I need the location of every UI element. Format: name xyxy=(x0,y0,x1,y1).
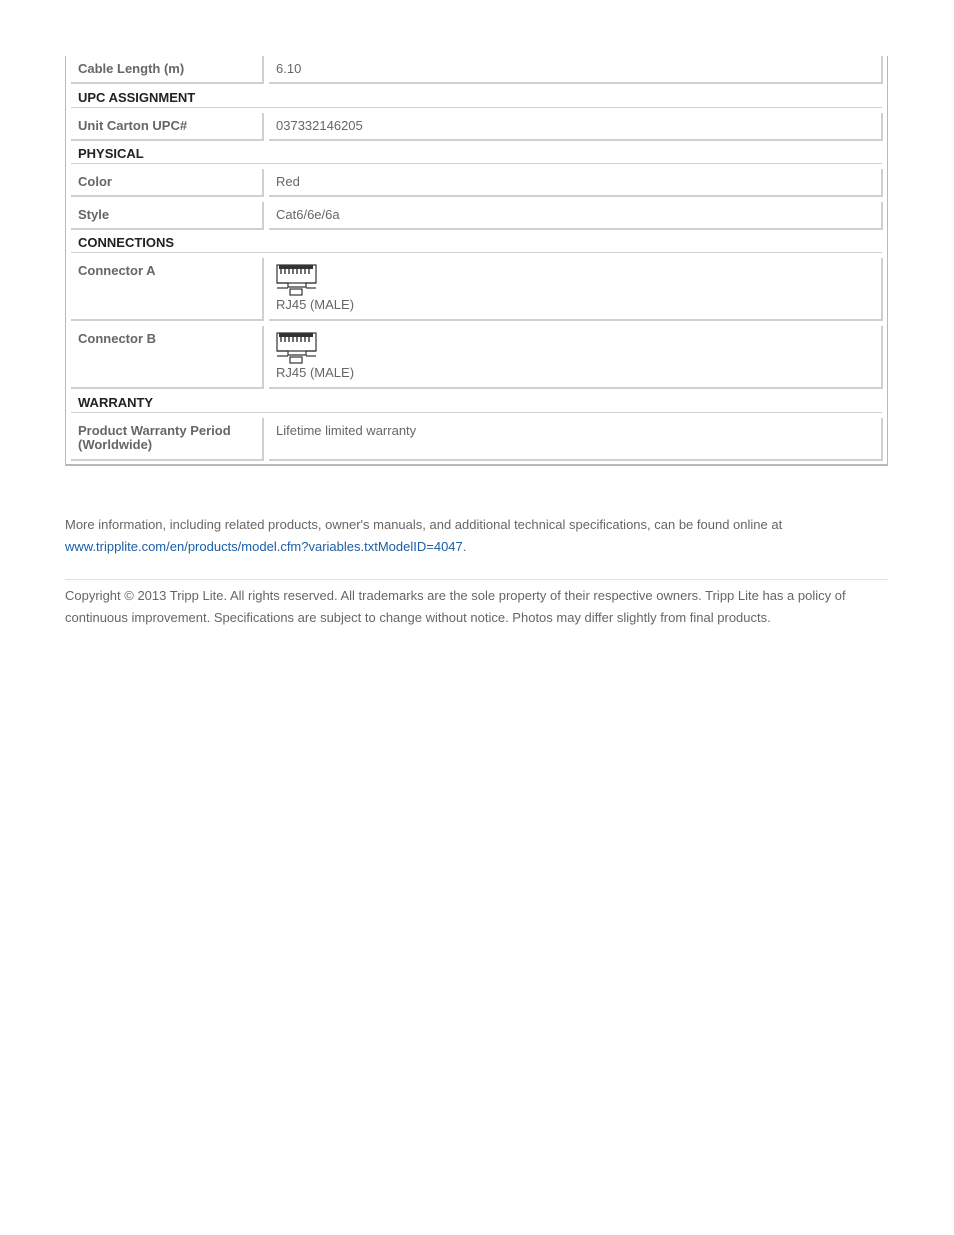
connector-a-value: RJ45 (MALE) xyxy=(276,297,355,312)
connector-a-value-cell xyxy=(269,258,883,321)
style-value: Cat6/6e/6a xyxy=(269,202,883,230)
warranty-period-label: Product Warranty Period (Worldwide) xyxy=(71,418,264,461)
section-warranty: WARRANTY xyxy=(71,390,882,413)
connector-b-value: RJ45 (MALE) xyxy=(276,365,355,380)
more-info-text: More information, including related products, owner's manuals, and additional technical specifications, can be found online at xyxy=(65,517,783,532)
rj45-connector-icon xyxy=(276,264,318,298)
divider xyxy=(65,579,888,580)
style-label: Style xyxy=(71,202,264,230)
connector-a-label: Connector A xyxy=(71,258,264,321)
cable-length-value: 6.10 xyxy=(269,56,883,84)
copyright-notice: Copyright © 2013 Tripp Lite. All rights reserved. All trademarks are the sole property of their respective owners. Tripp Lite has a policy of continuous improvement. Specifications are subject to change without notice. Photos may differ slightly from final products. xyxy=(65,588,846,625)
more-info-paragraph xyxy=(65,514,888,558)
section-connections: CONNECTIONS xyxy=(71,230,882,253)
unit-carton-upc-value: 037332146205 xyxy=(269,113,883,141)
connector-b-value-cell xyxy=(269,326,883,389)
spec-table xyxy=(65,56,888,466)
cable-length-label: Cable Length (m) xyxy=(71,56,264,84)
section-physical: PHYSICAL xyxy=(71,141,882,164)
connector-b-label: Connector B xyxy=(71,326,264,389)
warranty-period-value: Lifetime limited warranty xyxy=(269,418,883,461)
product-page-link[interactable]: www.tripplite.com/en/products/model.cfm?variables.txtModelID=4047 xyxy=(65,539,463,554)
color-value: Red xyxy=(269,169,883,197)
section-upc-assignment: UPC ASSIGNMENT xyxy=(71,85,882,108)
color-label: Color xyxy=(71,169,264,197)
unit-carton-upc-label: Unit Carton UPC# xyxy=(71,113,264,141)
rj45-connector-icon xyxy=(276,332,318,366)
more-info-suffix: . xyxy=(462,539,467,554)
